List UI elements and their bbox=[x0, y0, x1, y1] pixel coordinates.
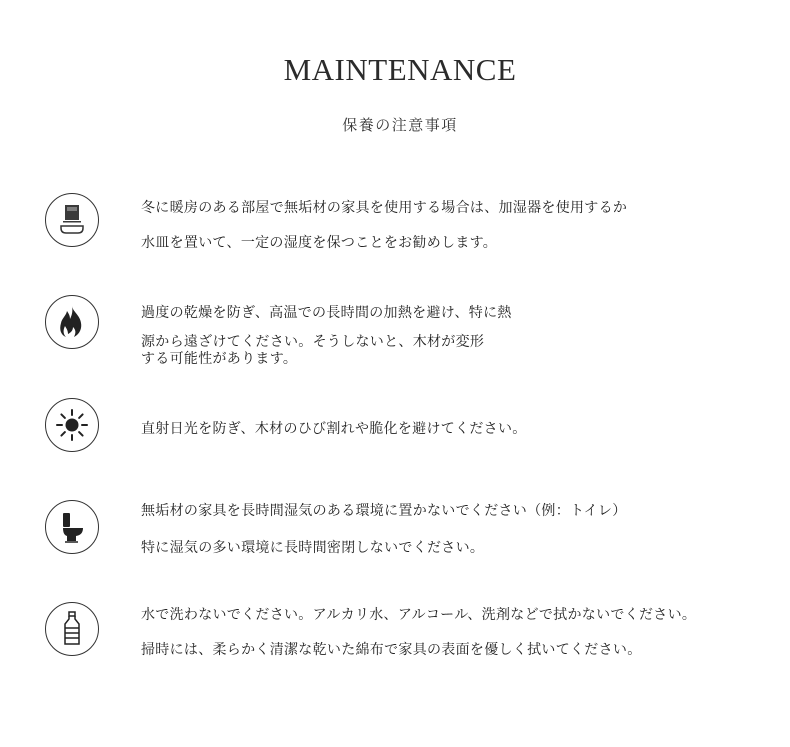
item-1-line-1: 冬に暖房のある部屋で無垢材の家具を使用する場合は、加湿器を使用するか bbox=[141, 200, 628, 216]
item-1-line-2: 水皿を置いて、一定の湿度を保つことをお勧めします。 bbox=[141, 235, 498, 251]
page-title: MAINTENANCE bbox=[283, 52, 517, 87]
item-2-line-2: 源から遠ざけてください。そうしないと、木材が変形 bbox=[141, 334, 485, 350]
item-4-line-2: 特に湿気の多い環境に長時間密閉しないでください。 bbox=[141, 540, 485, 556]
flame-icon bbox=[45, 295, 99, 349]
bottle-icon bbox=[45, 602, 99, 656]
toilet-icon bbox=[45, 500, 99, 554]
item-2-line-3: する可能性があります。 bbox=[141, 351, 298, 367]
sun-icon bbox=[45, 398, 99, 452]
item-2-line-1: 過度の乾燥を防ぎ、高温での長時間の加熱を避け、特に熱 bbox=[141, 305, 512, 321]
item-5-line-1: 水で洗わないでください。アルカリ水、アルコール、洗剤などで拭かないでください。 bbox=[141, 607, 697, 623]
item-5-line-2: 掃時には、柔らかく清潔な乾いた綿布で家具の表面を優しく拭いてください。 bbox=[141, 642, 642, 658]
page-subtitle: 保養の注意事項 bbox=[342, 116, 458, 134]
item-4-line-1: 無垢材の家具を長時間湿気のある環境に置かないでください（例：トイレ） bbox=[141, 503, 627, 519]
humidifier-icon bbox=[45, 193, 99, 247]
item-3-line-1: 直射日光を防ぎ、木材のひび割れや脆化を避けてください。 bbox=[141, 421, 527, 437]
